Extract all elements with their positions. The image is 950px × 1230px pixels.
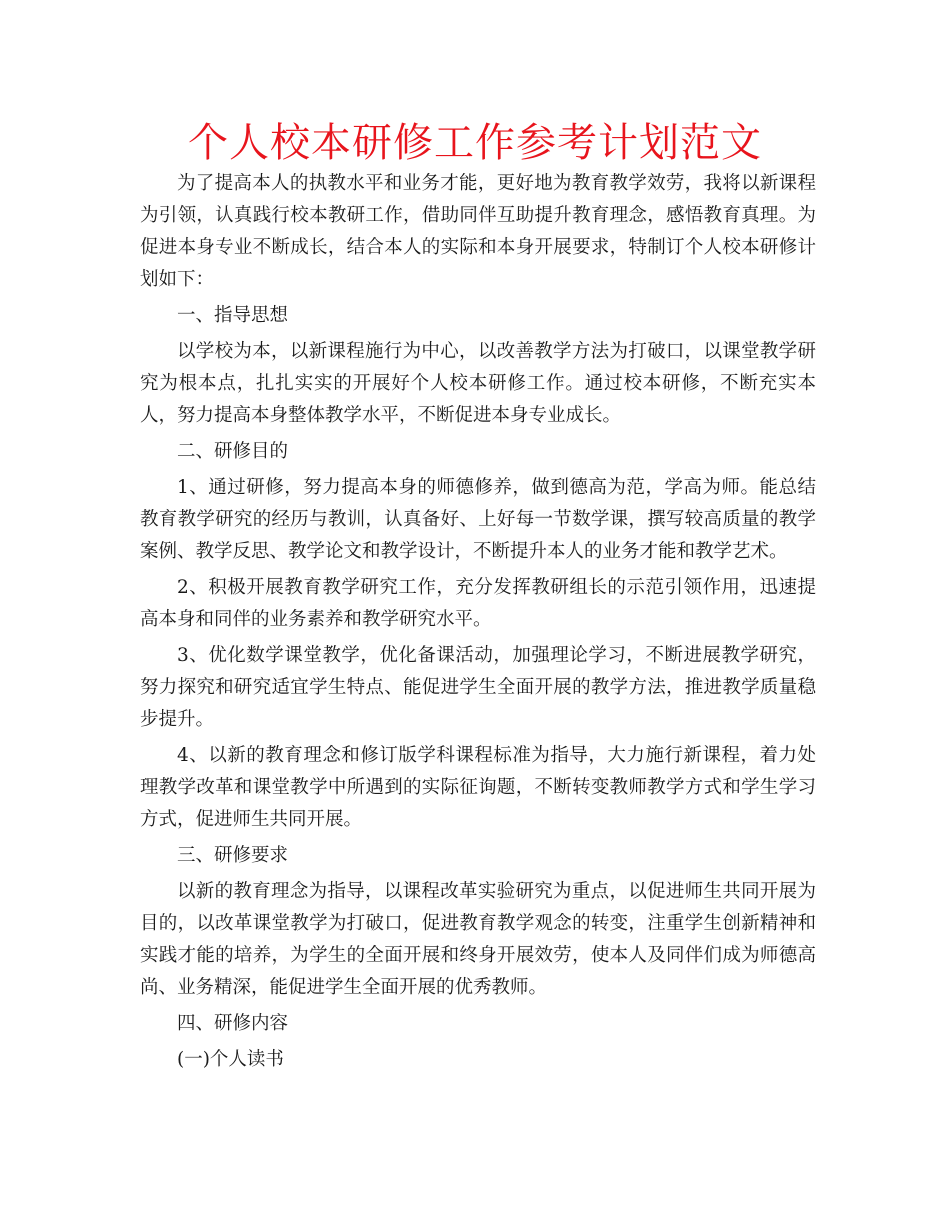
heading-study-content: 四、研修内容: [177, 1013, 289, 1034]
heading-study-goals: 二、研修目的: [177, 441, 289, 462]
heading-study-requirements: 三、研修要求: [177, 845, 289, 866]
document-title: 个人校本研修工作参考计划范文: [188, 120, 762, 166]
paragraph-guiding-thought: 以学校为本，以新课程施行为中心，以改善教学方法为打破口，以课堂教学研究为根本点，扎扎实实的开展好个人校本研修工作。通过校本研修，不断充实本人，努力提高本身整体教学水平，不断促进本身专业成长。: [140, 341, 816, 426]
paragraph-goal-3: 3、优化数学课堂教学，优化备课活动，加强理论学习，不断进展教学研究，努力探究和研究适宜学生特点、能促进学生全面开展的教学方法，推进教学质量稳步提升。: [140, 645, 816, 730]
heading-guiding-thought: 一、指导思想: [177, 305, 289, 326]
document-body: [140, 168, 816, 1080]
paragraph-goal-4: 4、以新的教育理念和修订版学科课程标准为指导，大力施行新课程，着力处理教学改革和课堂教学中所遇到的实际征询题，不断转变教师教学方式和学生学习方式，促进师生共同开展。: [140, 745, 816, 830]
subheading-personal-reading: (一)个人读书: [177, 1049, 284, 1070]
paragraph-goal-2: 2、积极开展教育教学研究工作，充分发挥教研组长的示范引领作用，迅速提高本身和同伴的业务素养和教学研究水平。: [140, 577, 816, 630]
paragraph-intro: 为了提高本人的执教水平和业务才能，更好地为教育教学效劳，我将以新课程为引领，认真践行校本教研工作，借助同伴互助提升教育理念，感悟教育真理。为促进本身专业不断成长，结合本人的实际和本身开展要求，特制订个人校本研修计划如下：: [140, 173, 816, 290]
paragraph-requirements: 以新的教育理念为指导，以课程改革实验研究为重点，以促进师生共同开展为目的，以改革课堂教学为打破口，促进教育教学观念的转变，注重学生创新精神和实践才能的培养，为学生的全面开展和终身开展效劳，使本人及同伴们成为师德高尚、业务精深，能促进学生全面开展的优秀教师。: [140, 881, 816, 998]
paragraph-goal-1: 1、通过研修，努力提高本身的师德修养，做到德高为范，学高为师。能总结教育教学研究的经历与教训，认真备好、上好每一节数学课，撰写较高质量的教学案例、教学反思、教学论文和教学设计，不断提升本人的业务才能和教学艺术。: [140, 477, 816, 562]
